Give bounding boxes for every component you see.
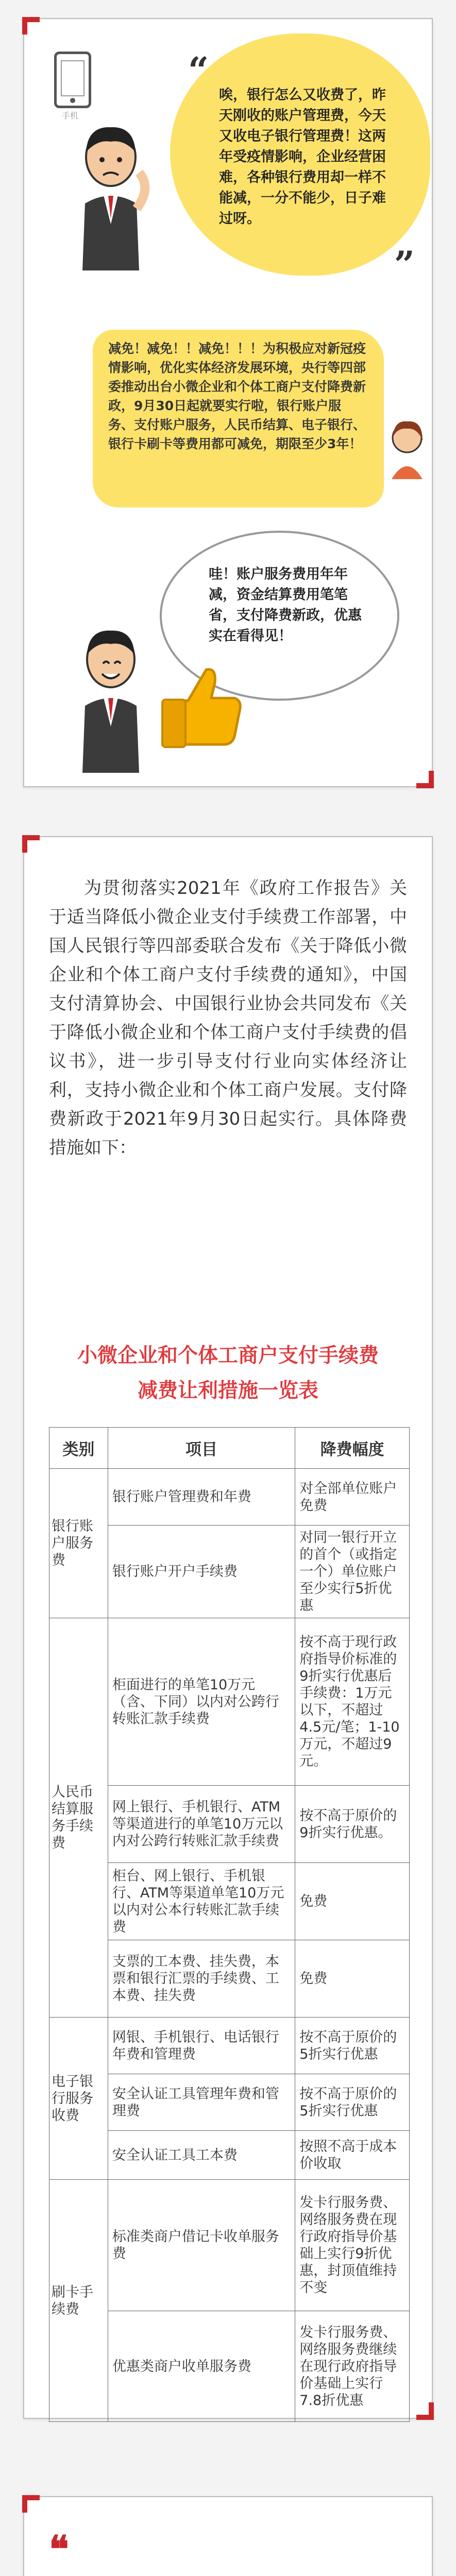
- item-cell: 银行账户管理费和年费: [108, 1469, 295, 1526]
- speech-text-complaint: 唉，银行怎么又收费了，昨天刚收的账户管理费，今天又收电子银行管理费！这两年受疫情影响，企业经营困难，各种银行费用却一样不能减，一分不能少，日子难过呀。: [219, 87, 386, 227]
- table-title-line2: 减费让利措施一览表: [137, 1379, 318, 1402]
- policy-intro-paragraph: 为贯彻落实2021年《政府工作报告》关于适当降低小微企业支付手续费工作部署，中国人民银行等四部委联合发布《关于降低小微企业和个体工商户支付手续费的通知》，中国支付清算协会、中国银行业协会共同发布《关于降低小微企业和个体工商户支付手续费的倡议书》，进一步引导支付行业向实体经济让利，支持小微企业和个体工商户发展。支付降费新政于2021年9月30日起实行。具体降费措施如下：: [49, 878, 407, 1158]
- item-cell: 网上银行、手机银行、ATM等渠道进行的单笔10万元以内对公跨行转账汇款手续费: [108, 1786, 295, 1863]
- item-cell: 支票的工本费、挂失费，本票和银行汇票的手续费、工本费、挂失费: [108, 1940, 295, 2018]
- table-header-row: [49, 1428, 410, 1469]
- rate-cell: 免费: [295, 1940, 410, 2018]
- rate-cell: 按不高于原价的5折实行优惠: [295, 2018, 410, 2074]
- corner-decoration: [22, 2495, 40, 2513]
- item-cell: 安全认证工具管理年费和管理费: [108, 2074, 295, 2131]
- fee-reduction-table: [49, 1427, 410, 2422]
- policy-banner: [93, 330, 384, 507]
- corner-decoration: [22, 17, 40, 35]
- category-cell: 电子银行服务收费: [49, 2018, 108, 2180]
- item-cell: 银行账户开户手续费: [108, 1526, 295, 1618]
- speech-text-praise: 哇！账户服务费用年年减，资金结算费用笔笔省，支付降费新政，优惠实在看得见！: [209, 566, 362, 644]
- table-row: [49, 2180, 410, 2311]
- rate-cell: 发卡行服务费、网络服务费在现行政府指导价基础上实行9折优惠，封顶值维持不变: [295, 2180, 410, 2311]
- category-cell: 刷卡手续费: [49, 2180, 108, 2422]
- open-quote-icon: ❝: [49, 2527, 69, 2571]
- corner-decoration: [416, 771, 434, 788]
- category-cell: 银行账户服务费: [49, 1469, 108, 1618]
- rate-cell: 按不高于原价的5折实行优惠: [295, 2074, 410, 2131]
- table-title-line1: 小微企业和个体工商户支付手续费: [77, 1344, 379, 1367]
- phone-icon-label: 手机: [62, 111, 79, 121]
- header-category: 类别: [49, 1428, 108, 1469]
- item-cell: 柜台、网上银行、手机银行、ATM等渠道单笔10万元以内对公本行转账汇款手续费: [108, 1863, 295, 1940]
- thumbs-up-icon: [157, 659, 245, 752]
- header-item: 项目: [108, 1428, 295, 1469]
- phone-icon: [54, 52, 91, 108]
- policy-banner-text: 减免！减免！！减免！！！为积极应对新冠疫情影响，优化实体经济发展环境，央行等四部委推动出台小微企业和个体工商户支付降费新政，9月30日起就要实行啦，银行账户服务、支付账户服务，人民币结算、电子银行、银行卡刷卡等费用都可减免，期限至少3年！: [108, 341, 366, 451]
- rate-cell: 按照不高于成本价收取: [295, 2131, 410, 2180]
- item-cell: 安全认证工具工本费: [108, 2131, 295, 2180]
- table-row: [49, 2018, 410, 2074]
- corner-decoration: [416, 2402, 434, 2420]
- item-cell: 柜面进行的单笔10万元（含、下同）以内对公跨行转账汇款手续费: [108, 1618, 295, 1786]
- corner-decoration: [22, 835, 40, 853]
- rate-cell: 按不高于原价的9折实行优惠。: [295, 1786, 410, 1863]
- rate-cell: 对同一银行开立的首个（或指定一个）单位账户至少实行5折优惠: [295, 1526, 410, 1618]
- table-row: [49, 1469, 410, 1526]
- tip-card: [23, 2496, 433, 2576]
- open-quote-icon: “: [188, 49, 209, 92]
- rate-cell: 按不高于现行政府指导价标准的9折实行优惠后手续费：1万元以下，不超过4.5元/笔；1-10万元，不超过9元。: [295, 1618, 410, 1786]
- table-row: [49, 1618, 410, 1786]
- woman-illustration: [381, 417, 433, 479]
- header-rate: 降费幅度: [295, 1428, 410, 1469]
- rate-cell: 对全部单位账户免费: [295, 1469, 410, 1526]
- rate-cell: 免费: [295, 1863, 410, 1940]
- close-quote-icon: ”: [394, 243, 415, 286]
- rate-cell: 发卡行服务费、网络服务费继续在现行政府指导价基础上实行7.8折优惠: [295, 2311, 410, 2422]
- speech-bubble-complaint: [170, 33, 430, 286]
- item-cell: 网银、手机银行、电话银行年费和管理费: [108, 2018, 295, 2074]
- worried-man-illustration: [62, 121, 160, 270]
- item-cell: 优惠类商户收单服务费: [108, 2311, 295, 2422]
- item-cell: 标准类商户借记卡收单服务费: [108, 2180, 295, 2311]
- happy-man-illustration: [67, 623, 157, 773]
- category-cell: 人民币结算服务手续费: [49, 1618, 108, 2018]
